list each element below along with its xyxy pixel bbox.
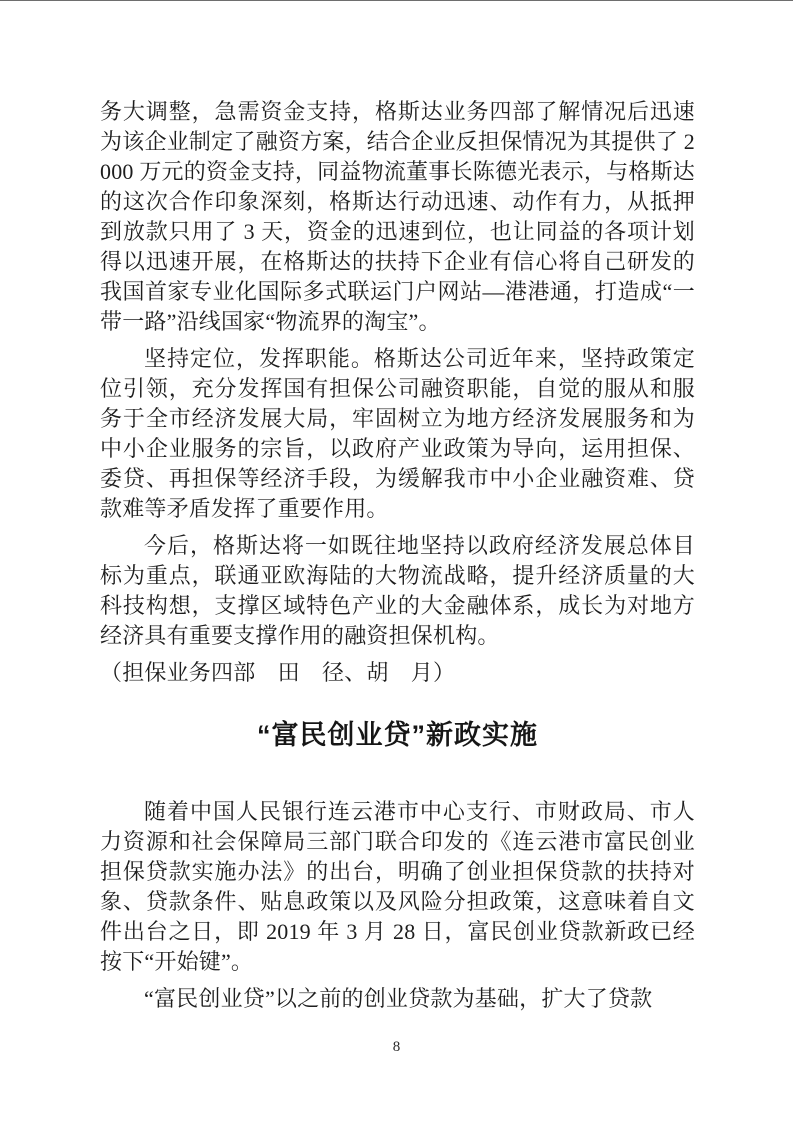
article1-paragraph-continuation: 务大调整，急需资金支持，格斯达业务四部了解情况后迅速为该企业制定了融资方案，结合企业反担保情况为其提供了 2000 万元的资金支持，同益物流董事长陈德光表示，与格斯达的这次合作印象深刻，格斯达行动迅速、动作有力，从抵押到放款只用了 3 天，资金的迅速到位，也让同益的各项计划得以迅速开展，在格斯达的扶持下企业有信心将自己研发的我国首家专业化国际多式联运门户网站—港港通，打造成“一带一路”沿线国家“物流界的淘宝”。 xyxy=(100,99,695,334)
article1-paragraph: 坚持定位，发挥职能。格斯达公司近年来，坚持政策定位引领，充分发挥国有担保公司融资职能，自觉的服从和服务于全市经济发展大局，牢固树立为地方经济发展服务和为中小企业服务的宗旨，以政府产业政策为导向，运用担保、委贷、再担保等经济手段，为缓解我市中小企业融资难、贷款难等矛盾发挥了重要作用。 xyxy=(100,346,695,521)
article2-paragraph: 随着中国人民银行连云港市中心支行、市财政局、市人力资源和社会保障局三部门联合印发的《连云港市富民创业担保贷款实施办法》的出台，明确了创业担保贷款的扶持对象、贷款条件、贴息政策以及风险分担政策，这意味着自文件出台之日，即 2019 年 3 月 28 日，富民创业贷款新政已经按下“开始键”。 xyxy=(100,799,695,974)
article1-byline: （担保业务四部 田 径、胡 月） xyxy=(100,660,456,685)
article2-paragraph: “富民创业贷”以之前的创业贷款为基础，扩大了贷款 xyxy=(144,986,653,1011)
scan-edge-line xyxy=(0,0,793,1)
page-number: 8 xyxy=(392,1039,401,1055)
article2-title: “富民创业贷”新政实施 xyxy=(257,720,538,750)
article-body xyxy=(100,97,695,1014)
article1-paragraph: 今后，格斯达将一如既往地坚持以政府经济发展总体目标为重点，联通亚欧海陆的大物流战略，提升经济质量的大科技构想，支撑区域特色产业的大金融体系，成长为对地方经济具有重要支撑作用的融资担保机构。 xyxy=(100,533,695,648)
